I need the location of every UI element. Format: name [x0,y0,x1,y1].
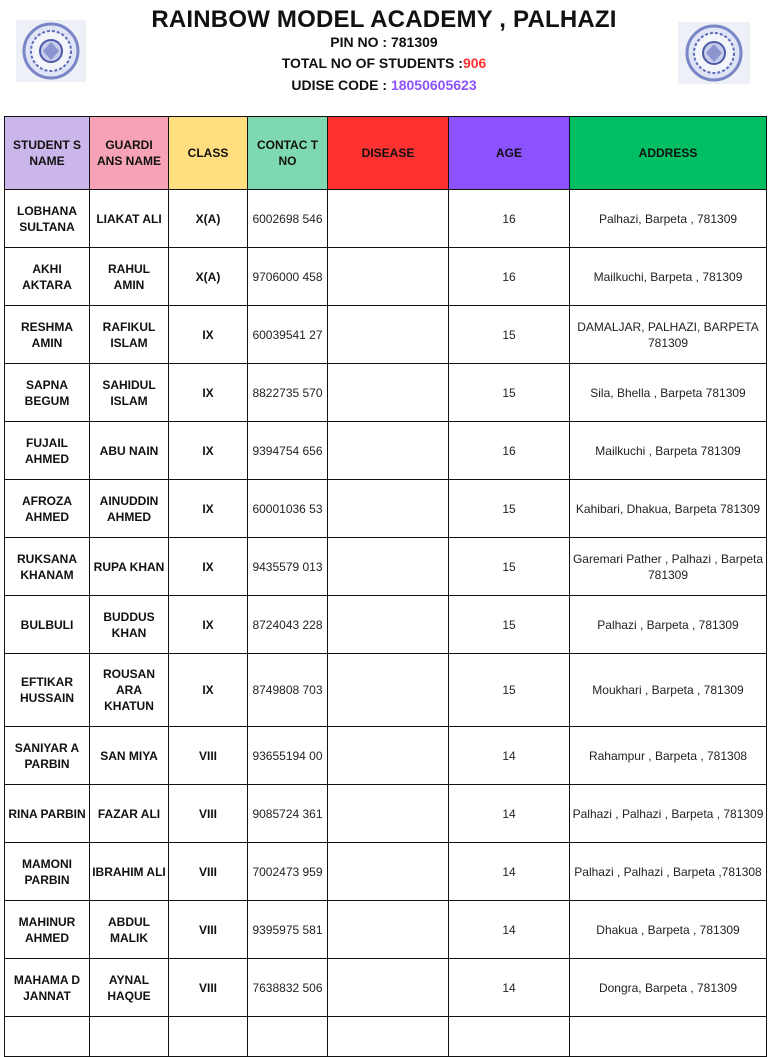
school-title: RAINBOW MODEL ACADEMY , PALHAZI [151,6,617,33]
class-cell: IX [169,480,248,538]
guardian-name-cell [90,1017,169,1057]
student-name-cell: RESHMA AMIN [5,306,90,364]
class-cell [169,1017,248,1057]
student-name-cell: FUJAIL AHMED [5,422,90,480]
column-header-contact: CONTAC T NO [248,117,328,190]
guardian-name-cell: AYNAL HAQUE [90,959,169,1017]
total-students [0,55,768,71]
class-cell: VIII [169,959,248,1017]
guardian-name-cell: ABDUL MALIK [90,901,169,959]
guardian-name-cell: ABU NAIN [90,422,169,480]
age-cell: 16 [449,422,570,480]
disease-cell [328,1017,449,1057]
contact-cell: 93655194 00 [248,727,328,785]
table-row [5,422,767,480]
table-row [5,248,767,306]
class-cell: X(A) [169,248,248,306]
student-name-cell: LOBHANA SULTANA [5,190,90,248]
table-row [5,538,767,596]
table-row [5,480,767,538]
column-header-guardian-name: GUARDI ANS NAME [90,117,169,190]
disease-cell [328,364,449,422]
udise-code [0,77,768,93]
age-cell: 15 [449,538,570,596]
contact-cell: 8749808 703 [248,654,328,727]
address-cell: Dhakua , Barpeta , 781309 [570,901,767,959]
guardian-name-cell: LIAKAT ALI [90,190,169,248]
contact-cell: 8822735 570 [248,364,328,422]
disease-cell [328,843,449,901]
address-cell: Moukhari , Barpeta , 781309 [570,654,767,727]
guardian-name-cell: BUDDUS KHAN [90,596,169,654]
student-name-cell: AFROZA AHMED [5,480,90,538]
age-cell: 16 [449,190,570,248]
address-cell: Dongra, Barpeta , 781309 [570,959,767,1017]
guardian-name-cell: SAHIDUL ISLAM [90,364,169,422]
class-cell: IX [169,306,248,364]
guardian-name-cell: AINUDDIN AHMED [90,480,169,538]
address-cell: Palhazi, Barpeta , 781309 [570,190,767,248]
age-cell: 14 [449,785,570,843]
guardian-name-cell: RAFIKUL ISLAM [90,306,169,364]
address-cell: Mailkuchi, Barpeta , 781309 [570,248,767,306]
contact-cell: 7002473 959 [248,843,328,901]
table-row [5,1017,767,1057]
age-cell: 14 [449,959,570,1017]
contact-cell: 9395975 581 [248,901,328,959]
disease-cell [328,248,449,306]
disease-cell [328,654,449,727]
class-cell: IX [169,422,248,480]
contact-cell: 9085724 361 [248,785,328,843]
student-name-cell: EFTIKAR HUSSAIN [5,654,90,727]
class-cell: VIII [169,785,248,843]
student-name-cell: BULBULI [5,596,90,654]
address-cell [570,1017,767,1057]
age-cell: 14 [449,727,570,785]
total-students-label: TOTAL NO OF STUDENTS : [281,55,463,71]
contact-cell: 60039541 27 [248,306,328,364]
student-roster-table [4,116,767,1057]
address-cell: Rahampur , Barpeta , 781308 [570,727,767,785]
column-header-address: ADDRESS [570,117,767,190]
guardian-name-cell: SAN MIYA [90,727,169,785]
class-cell: IX [169,654,248,727]
table-row [5,190,767,248]
guardian-name-cell: FAZAR ALI [90,785,169,843]
table-header-row [5,117,767,190]
column-header-disease: DISEASE [328,117,449,190]
age-cell: 15 [449,480,570,538]
disease-cell [328,959,449,1017]
contact-cell [248,1017,328,1057]
age-cell: 14 [449,901,570,959]
address-cell: Palhazi , Palhazi , Barpeta , 781309 [570,785,767,843]
age-cell [449,1017,570,1057]
address-cell: Palhazi , Barpeta , 781309 [570,596,767,654]
table-row [5,901,767,959]
column-header-age: AGE [449,117,570,190]
table-row [5,959,767,1017]
age-cell: 15 [449,306,570,364]
udise-label: UDISE CODE : [291,77,391,93]
age-cell: 16 [449,248,570,306]
table-row [5,785,767,843]
address-cell: Mailkuchi , Barpeta 781309 [570,422,767,480]
table-row [5,596,767,654]
student-name-cell: MAHAMA D JANNAT [5,959,90,1017]
class-cell: VIII [169,901,248,959]
age-cell: 15 [449,654,570,727]
total-students-value: 906 [462,55,487,71]
guardian-name-cell: RAHUL AMIN [90,248,169,306]
address-cell: Palhazi , Palhazi , Barpeta ,781308 [570,843,767,901]
disease-cell [328,538,449,596]
contact-cell: 9706000 458 [248,248,328,306]
address-cell: Garemari Pather , Palhazi , Barpeta 781309 [570,538,767,596]
student-name-cell: SAPNA BEGUM [5,364,90,422]
table-row [5,364,767,422]
contact-cell: 9394754 656 [248,422,328,480]
pin-number: PIN NO : 781309 [330,34,438,50]
disease-cell [328,596,449,654]
class-cell: VIII [169,843,248,901]
table-row [5,306,767,364]
address-cell: Kahibari, Dhakua, Barpeta 781309 [570,480,767,538]
disease-cell [328,785,449,843]
disease-cell [328,306,449,364]
contact-cell: 9435579 013 [248,538,328,596]
disease-cell [328,727,449,785]
age-cell: 14 [449,843,570,901]
age-cell: 15 [449,364,570,422]
disease-cell [328,901,449,959]
page-header [0,0,768,110]
class-cell: VIII [169,727,248,785]
class-cell: IX [169,538,248,596]
class-cell: X(A) [169,190,248,248]
contact-cell: 6002698 546 [248,190,328,248]
student-name-cell: MAMONI PARBIN [5,843,90,901]
age-cell: 15 [449,596,570,654]
column-header-student-name: STUDENT S NAME [5,117,90,190]
disease-cell [328,190,449,248]
udise-value: 18050605623 [390,77,477,93]
disease-cell [328,480,449,538]
table-row [5,727,767,785]
guardian-name-cell: ROUSAN ARA KHATUN [90,654,169,727]
guardian-name-cell: RUPA KHAN [90,538,169,596]
student-name-cell: RINA PARBIN [5,785,90,843]
table-body [5,190,767,1057]
contact-cell: 60001036 53 [248,480,328,538]
class-cell: IX [169,364,248,422]
student-name-cell: AKHI AKTARA [5,248,90,306]
student-name-cell [5,1017,90,1057]
class-cell: IX [169,596,248,654]
student-name-cell: SANIYAR A PARBIN [5,727,90,785]
table-row [5,843,767,901]
student-name-cell: MAHINUR AHMED [5,901,90,959]
column-header-class: CLASS [169,117,248,190]
contact-cell: 7638832 506 [248,959,328,1017]
address-cell: DAMALJAR, PALHAZI, BARPETA 781309 [570,306,767,364]
student-name-cell: RUKSANA KHANAM [5,538,90,596]
guardian-name-cell: IBRAHIM ALI [90,843,169,901]
address-cell: Sila, Bhella , Barpeta 781309 [570,364,767,422]
contact-cell: 8724043 228 [248,596,328,654]
table-row [5,654,767,727]
disease-cell [328,422,449,480]
